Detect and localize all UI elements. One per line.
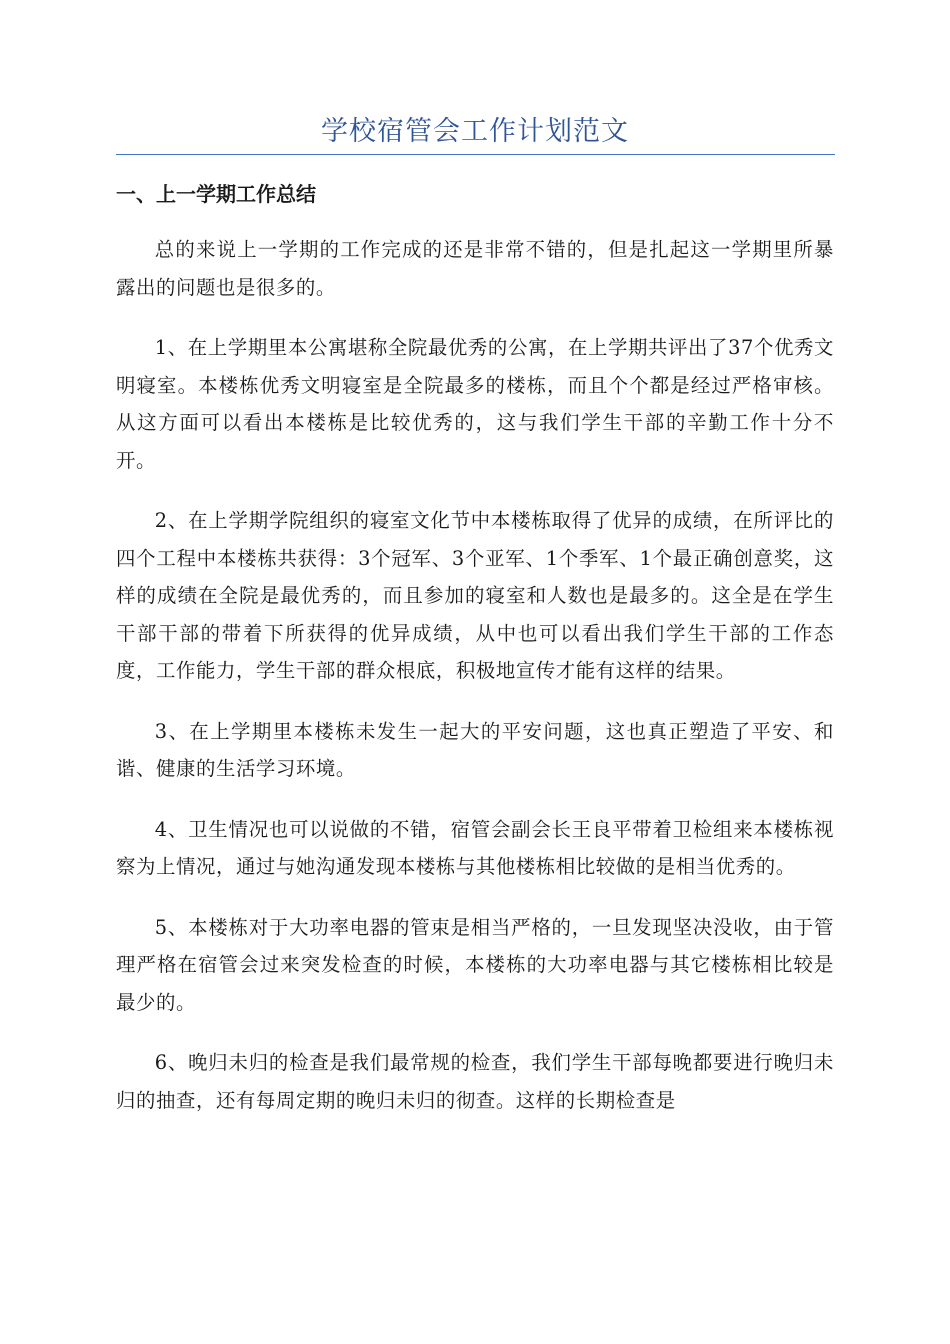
paragraph-item-4: 4、卫生情况也可以说做的不错，宿管会副会长王良平带着卫检组来本楼栋视察为上情况，通过与她沟通发现本楼栋与其他楼栋相比较做的是相当优秀的。 — [116, 817, 834, 878]
paragraph-intro: 总的来说上一学期的工作完成的还是非常不错的，但是扎起这一学期里所暴露出的问题也是很多的。 — [116, 238, 834, 299]
title-underline — [116, 154, 835, 155]
body-text — [116, 231, 834, 1142]
paragraph-item-2: 2、在上学期学院组织的寝室文化节中本楼栋取得了优异的成绩，在所评比的四个工程中本楼栋共获得：3个冠军、3个亚军、1个季军、1个最正确创意奖，这样的成绩在全院是最优秀的，而且参加的寝室和人数也是最多的。这全是在学生干部干部的带着下所获得的优异成绩，从中也可以看出我们学生干部的工作态度，工作能力，学生干部的群众根底，积极地宣传才能有这样的结果。 — [116, 509, 834, 682]
paragraph-item-6: 6、晚归未归的检查是我们最常规的检查，我们学生干部每晚都要进行晚归未归的抽查，还有每周定期的晚归未归的彻查。这样的长期检查是 — [116, 1051, 834, 1112]
document-title: 学校宿管会工作计划范文 — [321, 116, 629, 147]
paragraph-item-1: 1、在上学期里本公寓堪称全院最优秀的公寓，在上学期共评出了37个优秀文明寝室。本楼栋优秀文明寝室是全院最多的楼栋，而且个个都是经过严格审核。从这方面可以看出本楼栋是比较优秀的，这与我们学生干部的辛勤工作十分不开。 — [116, 336, 834, 472]
paragraph-item-3: 3、在上学期里本楼栋未发生一起大的平安问题，这也真正塑造了平安、和谐、健康的生活学习环境。 — [116, 719, 834, 780]
paragraph-item-5: 5、本楼栋对于大功率电器的管束是相当严格的，一旦发现坚决没收，由于管理严格在宿管会过来突发检查的时候，本楼栋的大功率电器与其它楼栋相比较是最少的。 — [116, 915, 834, 1014]
section-heading: 一、上一学期工作总结 — [116, 182, 316, 206]
